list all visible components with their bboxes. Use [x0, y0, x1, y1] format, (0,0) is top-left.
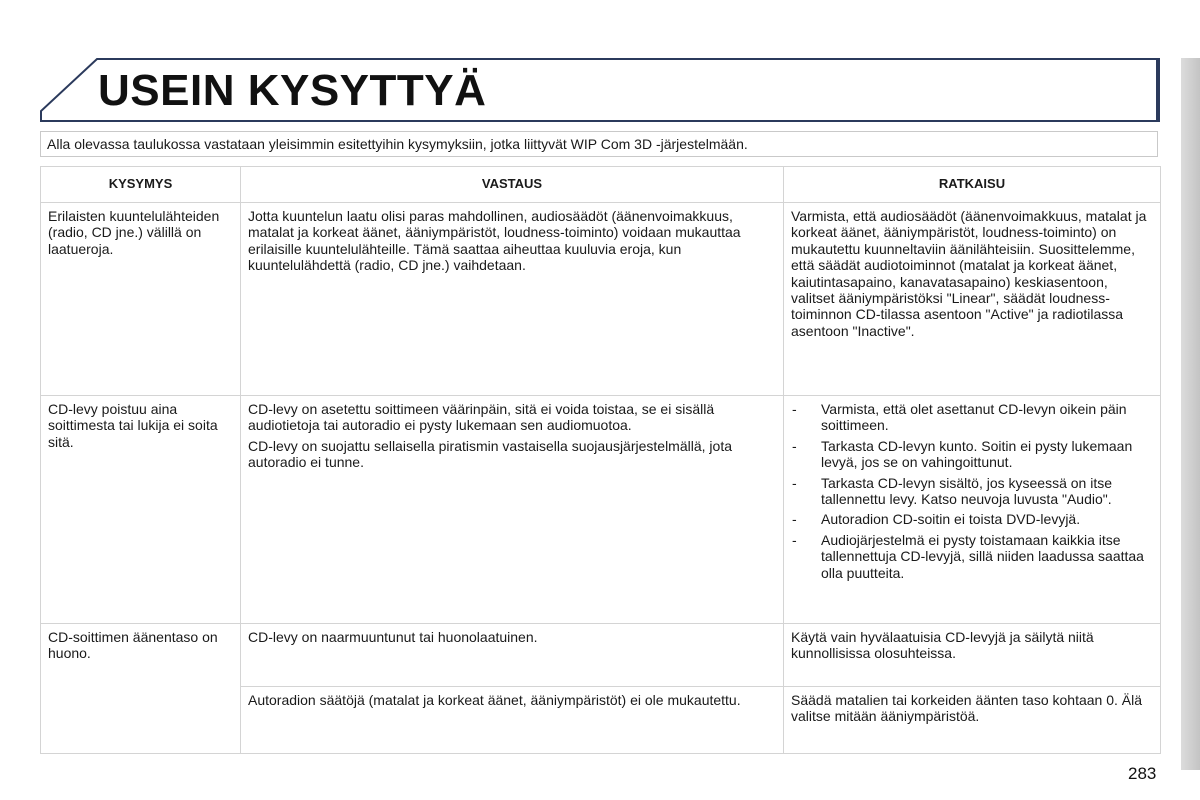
bullet-mark: - — [792, 531, 797, 548]
bullet-mark: - — [792, 474, 797, 491]
page-title: USEIN KYSYTTYÄ — [98, 66, 487, 115]
question-cell: CD-soittimen äänentaso on huono. — [41, 624, 240, 753]
list-item — [791, 511, 1153, 527]
header-question: KYSYMYS — [41, 167, 240, 202]
solution-cell: Käytä vain hyvälaatuisia CD-levyjä ja säilytä niitä kunnollisissa olosuhteissa. — [784, 624, 1160, 686]
list-item-text: Audiojärjestelmä ei pysty toistamaan kaikkia itse tallennettuja CD-levyjä, sillä niiden laadussa saattaa olla puutteita. — [821, 531, 1144, 581]
bullet-mark: - — [792, 401, 797, 417]
list-item-text: Varmista, että olet asettanut CD-levyn oikein päin soittimeen. — [821, 401, 1127, 434]
table-row — [41, 624, 1160, 686]
header-answer: VASTAUS — [241, 167, 783, 202]
answer-cell: Jotta kuuntelun laatu olisi paras mahdollinen, audiosäädöt (äänenvoimakkuus, matalat ja korkeat äänet, ääniympäristöt, loudness-toiminto) voidaan mukauttaa erilaisille kuuntelulähteille. Tämä saattaa aiheuttaa kuuluvia eroja, kun kuuntelulähdettä (radio, CD jne.) vaihdetaan. — [241, 203, 783, 395]
table-row — [41, 396, 1160, 623]
answer-cell — [241, 396, 783, 623]
side-tab — [1181, 58, 1200, 770]
table-header-row — [41, 167, 1160, 202]
solution-cell: Säädä matalien tai korkeiden äänten taso kohtaan 0. Älä valitse mitään ääniympäristöä. — [784, 687, 1160, 753]
answer-cell: CD-levy on naarmuuntunut tai huonolaatuinen. — [241, 624, 783, 686]
header-solution: RATKAISU — [784, 167, 1160, 202]
list-item — [791, 475, 1153, 508]
title-box — [40, 58, 1160, 122]
intro-text: Alla olevassa taulukossa vastataan yleisimmin esitettyihin kysymyksiin, jotka liittyvät WIP Com 3D -järjestelmään. — [40, 131, 1158, 157]
list-item-text: Tarkasta CD-levyn sisältö, jos kyseessä on itse tallennettu levy. Katso neuvoja luvusta "Audio". — [821, 474, 1112, 508]
bullet-mark: - — [792, 511, 797, 528]
page-number: 283 — [1128, 764, 1157, 783]
solution-cell: Varmista, että audiosäädöt (äänenvoimakkuus, matalat ja korkeat äänet, ääniympäristöt, loudness-toiminto) on mukautettu kuunneltaviin äänilähteisiin. Suosittelemme, että säädät audiotoiminnot (matalat ja korkeat äänet, kaiutintasapaino, kanavatasapaino) keskiasentoon, valitset ääniympäristöksi "Linear", säädät loudness-toiminnon CD-tilassa asentoon "Active" ja radiotilassa asentoon "Inactive". — [784, 203, 1160, 395]
solution-list — [791, 401, 1153, 581]
solution-cell — [784, 396, 1160, 623]
answer-cell: Autoradion säätöjä (matalat ja korkeat äänet, ääniympäristöt) ei ole mukautettu. — [241, 687, 783, 753]
list-item-text: Autoradion CD-soitin ei toista DVD-levyjä. — [821, 511, 1081, 528]
answer-paragraph: CD-levy on asetettu soittimeen väärinpäin, sitä ei voida toistaa, se ei sisällä audiotietoja tai autoradio ei pysty lukemaan sen audiomuotoa. — [248, 401, 715, 434]
list-item — [791, 401, 1153, 434]
question-cell: Erilaisten kuuntelulähteiden (radio, CD jne.) välillä on laatueroja. — [41, 203, 240, 395]
answer-paragraph: CD-levy on suojattu sellaisella piratismin vastaisella suojausjärjestelmällä, jota autoradio ei tunne. — [248, 437, 732, 471]
bullet-mark: - — [792, 437, 797, 454]
question-cell: CD-levy poistuu aina soittimesta tai lukija ei soita sitä. — [41, 396, 240, 623]
faq-table — [40, 166, 1161, 754]
list-item — [791, 438, 1153, 471]
table-row — [41, 203, 1160, 395]
list-item — [791, 532, 1153, 581]
list-item-text: Tarkasta CD-levyn kunto. Soitin ei pysty lukemaan levyä, jos se on vahingoittunut. — [821, 437, 1133, 471]
